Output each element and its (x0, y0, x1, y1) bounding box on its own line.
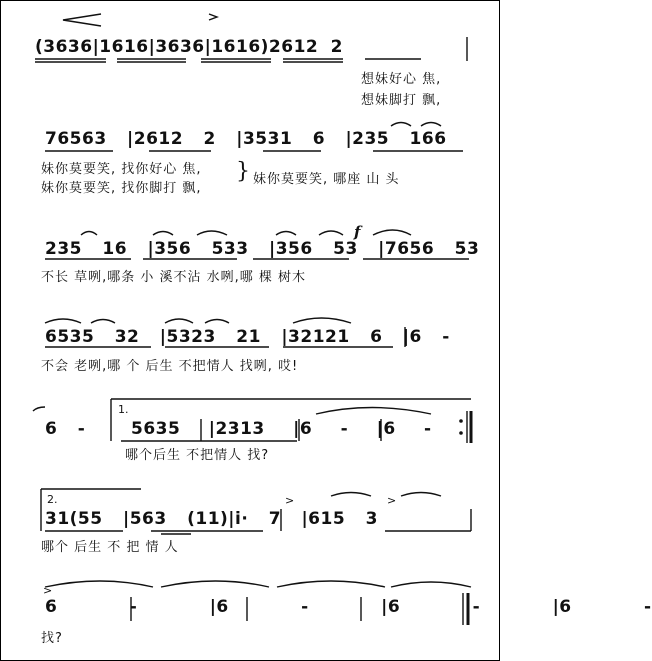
row7-notes: 6 - |6 - |6 - |6 - (45, 597, 652, 617)
notation-strokes (1, 1, 499, 660)
row6-lyric: 哪个 后生 不 把 情 人 (41, 540, 179, 555)
row5-notes-lead: 6 - (45, 419, 86, 439)
row2-lyric-1: 妹你莫要笑, 找你好心 焦, (41, 162, 202, 177)
row4-lyric: 不会 老咧,哪 个 后生 不把情人 找咧, 哎! (41, 359, 299, 374)
row4-notes: 6535 32 |5323 21 |32121 6 |6 - (45, 327, 450, 347)
volta-2-label: 2. (47, 493, 58, 506)
row2-lyric-2: 妹你莫要笑, 找你脚打 飘, (41, 181, 202, 196)
volta-1-label: 1. (118, 403, 129, 416)
row2-notes: 76563 |2612 2 |3531 6 |235 166 (45, 129, 447, 149)
row1-lyric-2: 想妹脚打 飘, (361, 93, 442, 108)
dynamic-marking: f (354, 223, 361, 241)
lyric-brace: } (236, 159, 250, 184)
row2-lyric-3: 妹你莫要笑, 哪座 山 头 (253, 172, 400, 187)
crescendo-hairpin (63, 14, 101, 26)
row6-notes: 31(55 |563 (11)|i· 7 |615 3 (45, 509, 378, 529)
row3-notes: 235 16 |356 533 |356 53 |7656 53 (45, 239, 480, 259)
row1-notes: (3636|1616|3636|1616)2612 2 (35, 37, 343, 57)
row5-lyric: 哪个后生 不把情人 找? (125, 448, 270, 463)
svg-text:>: > (387, 494, 397, 507)
row3-lyric: 不长 草咧,哪条 小 溪不沾 水咧,哪 棵 树木 (41, 270, 307, 285)
row5-notes: 5635 |2313 |6 - |6 - (131, 419, 432, 439)
svg-text:>: > (43, 584, 53, 597)
row7-lyric: 找? (41, 631, 63, 646)
row1-lyric-1: 想妹好心 焦, (361, 72, 442, 87)
svg-text:>: > (285, 494, 295, 507)
